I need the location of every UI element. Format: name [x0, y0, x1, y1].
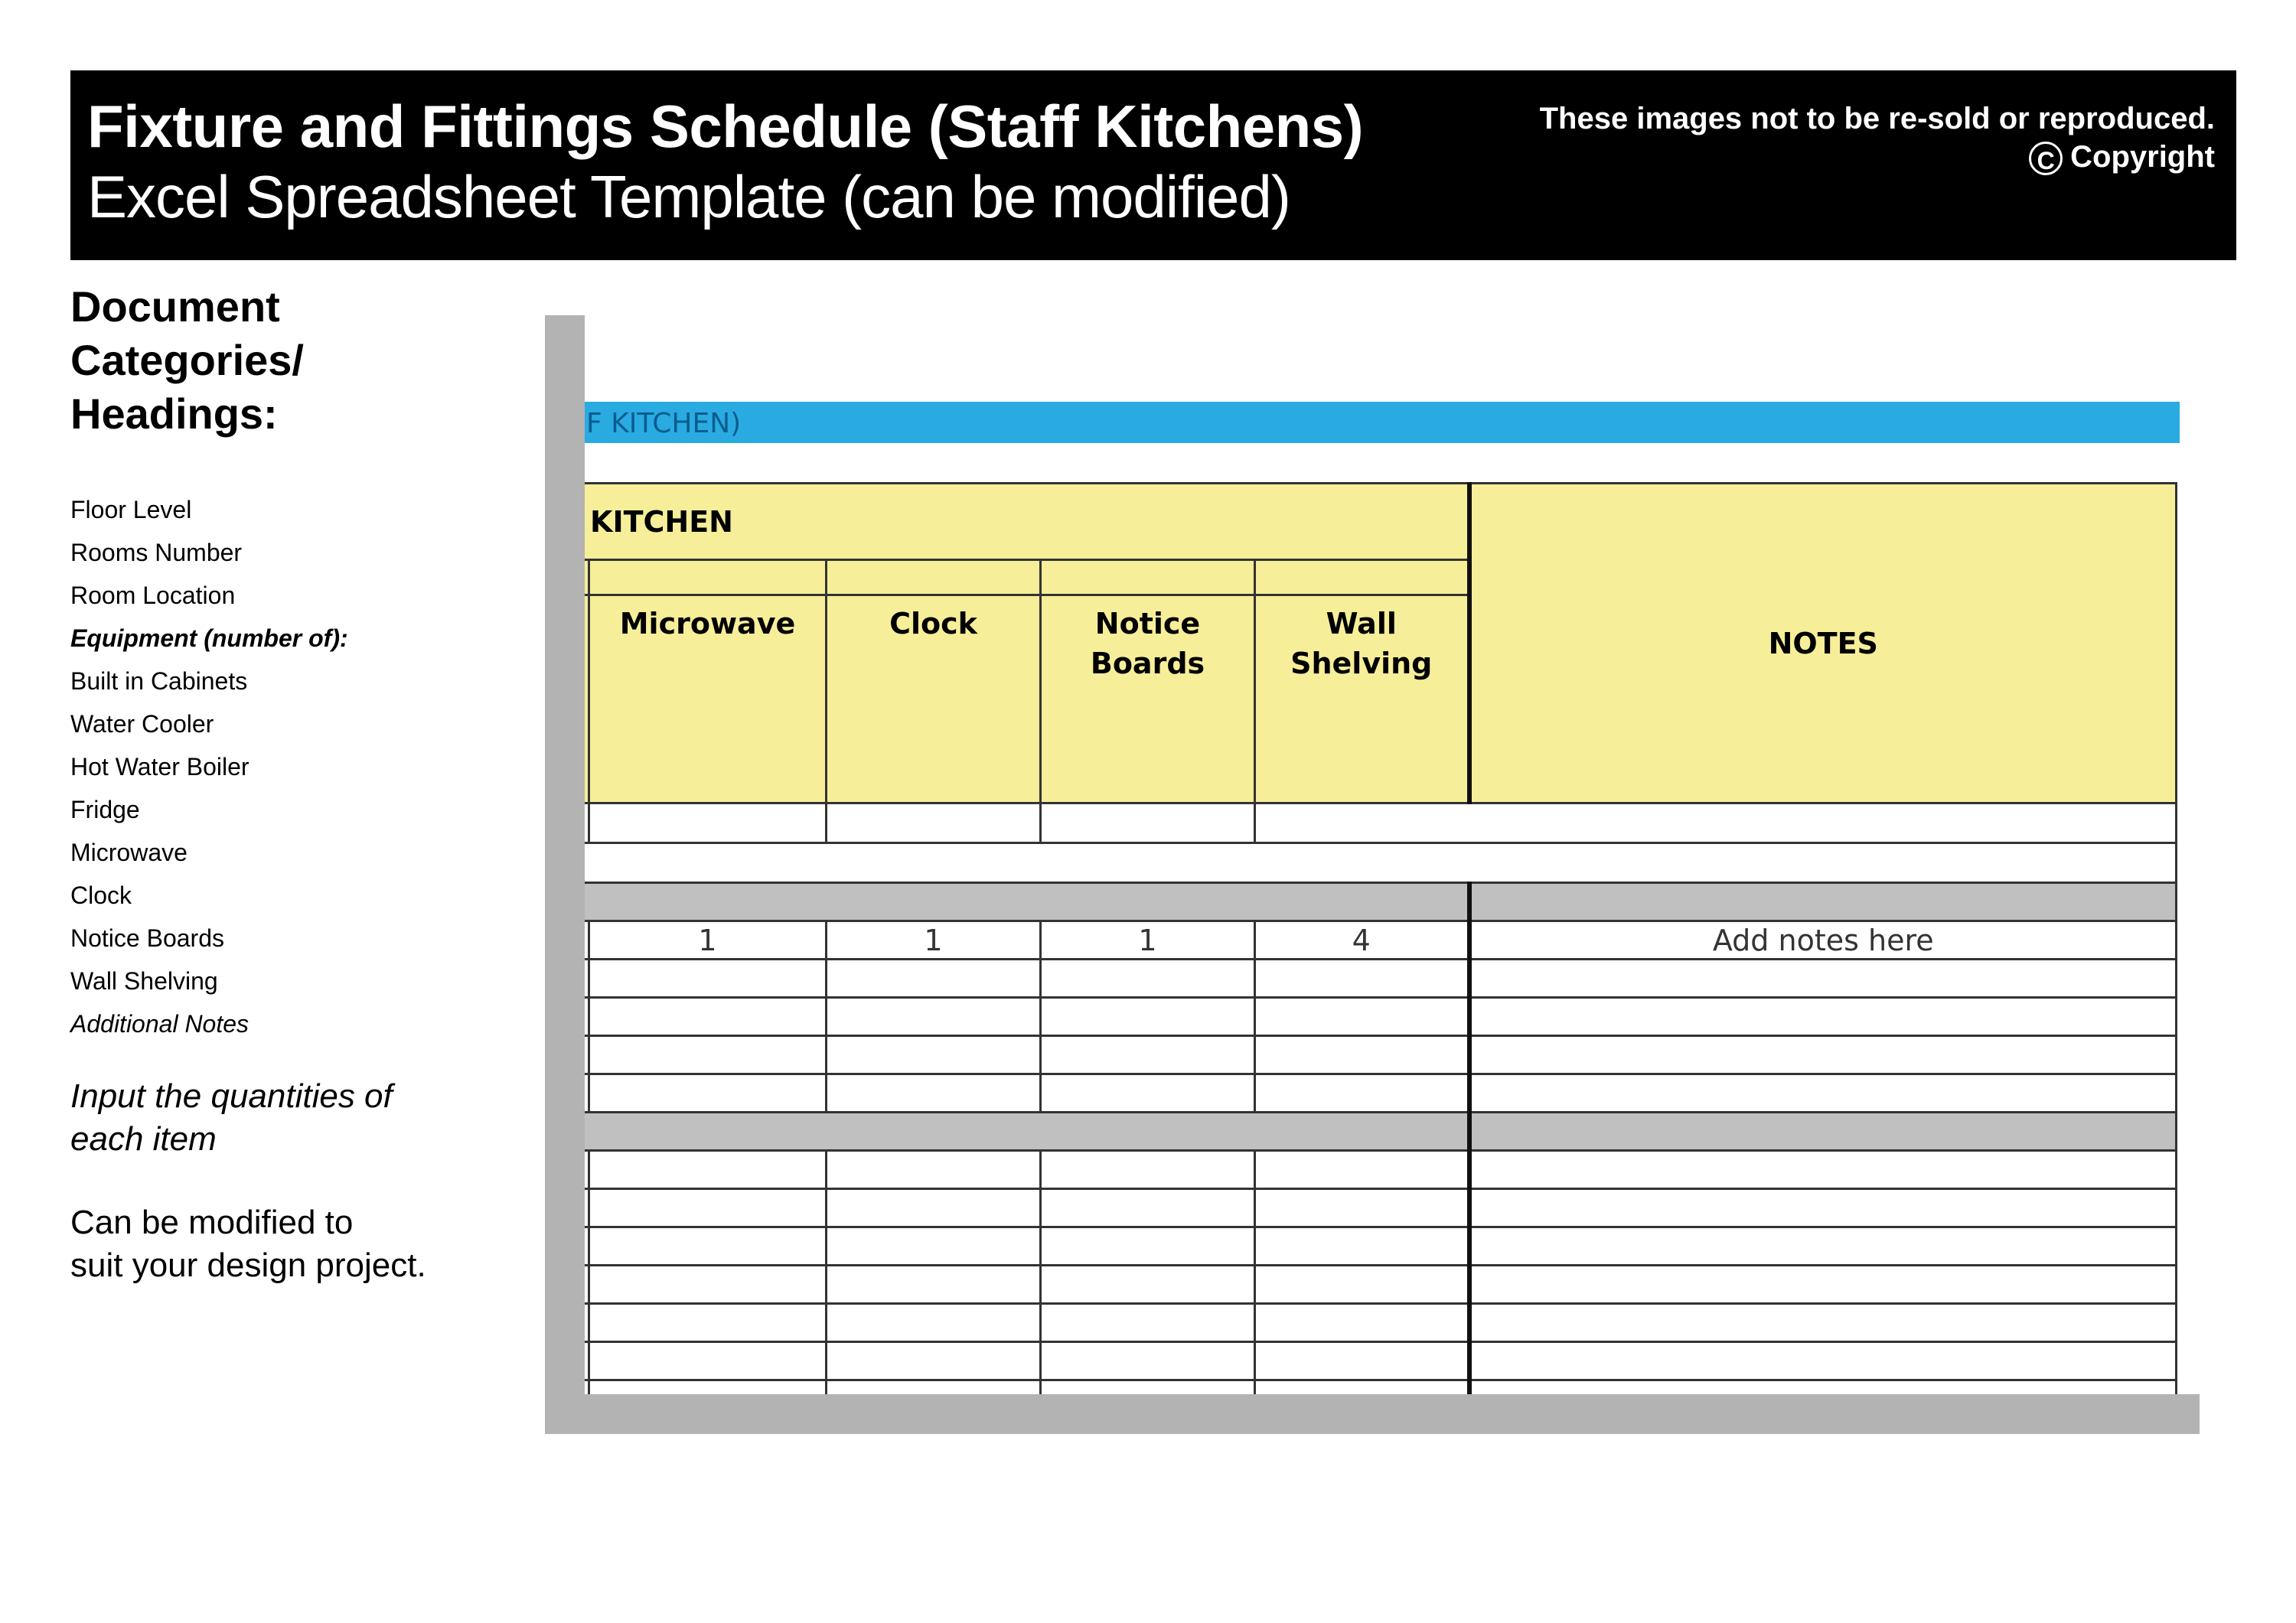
- categories-heading: [70, 280, 304, 441]
- table-cell[interactable]: [827, 1266, 1041, 1304]
- table-cell[interactable]: [589, 1304, 827, 1342]
- table-cell[interactable]: [1041, 803, 1255, 843]
- sheet-shadow: [545, 1394, 2200, 1434]
- header-cell: [1041, 560, 1255, 595]
- category-item: Microwave: [70, 839, 188, 866]
- category-item: Clock: [70, 882, 132, 909]
- table-cell[interactable]: [1255, 1074, 1469, 1113]
- table-cell[interactable]: [827, 998, 1041, 1036]
- table-cell[interactable]: [1469, 1380, 2177, 1395]
- table-cell[interactable]: [1255, 1151, 1469, 1189]
- copyright-line: [1540, 138, 2215, 176]
- table-cell[interactable]: [1255, 1227, 1469, 1266]
- copyright-notice: [1540, 99, 2215, 176]
- column-header-clock: Clock: [827, 595, 1041, 803]
- table-cell[interactable]: [827, 1189, 1041, 1227]
- table-cell[interactable]: [1469, 1189, 2177, 1227]
- table-cell[interactable]: [827, 1380, 1041, 1395]
- table-cell[interactable]: [827, 1342, 1041, 1380]
- category-group-label: Equipment (number of):: [70, 624, 348, 652]
- table-cell[interactable]: [1041, 1036, 1255, 1074]
- page-title: Fixture and Fittings Schedule (Staff Kitchens): [87, 93, 1364, 160]
- category-item: Notice Boards: [70, 924, 224, 952]
- column-header-notice-boards: [1041, 595, 1255, 803]
- table-cell[interactable]: [1255, 998, 1469, 1036]
- note-line: each item: [70, 1120, 217, 1158]
- table-cell[interactable]: [1041, 1342, 1255, 1380]
- table-cell[interactable]: [589, 1380, 827, 1395]
- cell-notice-boards[interactable]: 1: [1041, 921, 1255, 960]
- table-cell[interactable]: [1469, 1036, 2177, 1074]
- category-item: Fridge: [70, 796, 140, 823]
- sheet-title-bar: [585, 402, 2180, 443]
- copyright-label: Copyright: [2070, 140, 2215, 174]
- page-subtitle: Excel Spreadsheet Template (can be modified): [87, 163, 1290, 230]
- category-item: Room Location: [70, 582, 236, 609]
- table-cell[interactable]: [1255, 1036, 1469, 1074]
- table-cell[interactable]: [589, 1151, 827, 1189]
- header-cell: [1255, 560, 1469, 595]
- schedule-table: [585, 482, 2177, 1394]
- table-cell[interactable]: [1255, 960, 1469, 998]
- table-cell[interactable]: [589, 1189, 827, 1227]
- group-header: KITCHEN: [585, 484, 1469, 560]
- note-line: Can be modified to: [70, 1204, 354, 1241]
- table-cell[interactable]: [1255, 1189, 1469, 1227]
- section-row: [1469, 883, 2177, 921]
- heading-line: Document: [70, 282, 280, 331]
- table-cell[interactable]: [1469, 1074, 2177, 1113]
- table-cell[interactable]: [827, 803, 1041, 843]
- table-cell[interactable]: [1469, 998, 2177, 1036]
- table-cell[interactable]: [589, 1036, 827, 1074]
- notes-header: NOTES: [1469, 484, 2177, 803]
- cell-clock[interactable]: 1: [827, 921, 1041, 960]
- table-cell[interactable]: [1041, 1151, 1255, 1189]
- header-cell: [827, 560, 1041, 595]
- sheet-title: F KITCHEN): [586, 408, 742, 439]
- column-header-wall-shelving: Wall Shelving: [1255, 595, 1469, 803]
- column-header-line: Boards: [1090, 647, 1205, 680]
- category-list: [70, 488, 348, 1045]
- category-item: Water Cooler: [70, 710, 214, 738]
- note-line: Input the quantities of: [70, 1077, 393, 1115]
- category-item: Built in Cabinets: [70, 667, 248, 695]
- table-cell[interactable]: [1041, 1266, 1255, 1304]
- table-cell[interactable]: [589, 1342, 827, 1380]
- table-cell[interactable]: [1255, 1342, 1469, 1380]
- instruction-note: [70, 1075, 393, 1161]
- category-item: Floor Level: [70, 496, 192, 523]
- note-line: suit your design project.: [70, 1247, 426, 1284]
- spacer-row: [585, 843, 2177, 883]
- table-cell[interactable]: [589, 998, 827, 1036]
- table-cell[interactable]: [589, 1266, 827, 1304]
- section-row: [585, 883, 1469, 921]
- cell-notes[interactable]: Add notes here: [1469, 921, 2177, 960]
- table-cell[interactable]: [589, 1227, 827, 1266]
- table-cell[interactable]: [1041, 1074, 1255, 1113]
- section-row: [1469, 1113, 2177, 1151]
- copyright-icon: C: [2029, 142, 2063, 175]
- table-cell[interactable]: [1041, 960, 1255, 998]
- table-cell[interactable]: [827, 1151, 1041, 1189]
- table-cell[interactable]: [1041, 1380, 1255, 1395]
- table-cell[interactable]: [1469, 960, 2177, 998]
- category-item: Additional Notes: [70, 1010, 249, 1038]
- table-cell[interactable]: [1041, 1189, 1255, 1227]
- modify-note: [70, 1201, 426, 1287]
- category-item: Hot Water Boiler: [70, 753, 249, 781]
- notice-text: These images not to be re-sold or reproduced.: [1539, 102, 2215, 135]
- heading-line: Categories/: [70, 336, 304, 384]
- heading-line: Headings:: [70, 389, 278, 438]
- table-cell[interactable]: [1255, 1380, 1469, 1395]
- table-cell[interactable]: [589, 1074, 827, 1113]
- spreadsheet-preview: [585, 315, 2200, 1394]
- table-cell[interactable]: [1041, 998, 1255, 1036]
- cell-wall-shelving[interactable]: 4: [1255, 921, 1469, 960]
- category-item: Rooms Number: [70, 539, 243, 566]
- column-header-line: Notice: [1094, 607, 1201, 640]
- table-cell[interactable]: [1041, 1227, 1255, 1266]
- table-cell[interactable]: [827, 1227, 1041, 1266]
- table-cell[interactable]: [1255, 1266, 1469, 1304]
- cell-microwave[interactable]: 1: [589, 921, 827, 960]
- section-row: [585, 1113, 1469, 1151]
- table-cell[interactable]: [589, 803, 827, 843]
- table-cell[interactable]: [1469, 1227, 2177, 1266]
- table-cell[interactable]: [589, 960, 827, 998]
- category-item: Wall Shelving: [70, 967, 218, 995]
- table-cell[interactable]: [827, 1036, 1041, 1074]
- table-cell[interactable]: [1255, 803, 2177, 843]
- column-header-microwave: Microwave: [589, 595, 827, 803]
- table-cell[interactable]: [827, 960, 1041, 998]
- table-cell[interactable]: [827, 1074, 1041, 1113]
- table-cell[interactable]: [1041, 1304, 1255, 1342]
- header-cell: [589, 560, 827, 595]
- table-cell[interactable]: [827, 1304, 1041, 1342]
- table-cell[interactable]: [1255, 1304, 1469, 1342]
- table-cell[interactable]: [1469, 1151, 2177, 1189]
- header-banner: [70, 70, 2236, 260]
- table-cell[interactable]: [1469, 1342, 2177, 1380]
- sheet-shadow: [545, 315, 585, 1432]
- table-cell[interactable]: [1469, 1266, 2177, 1304]
- table-cell[interactable]: [1469, 1304, 2177, 1342]
